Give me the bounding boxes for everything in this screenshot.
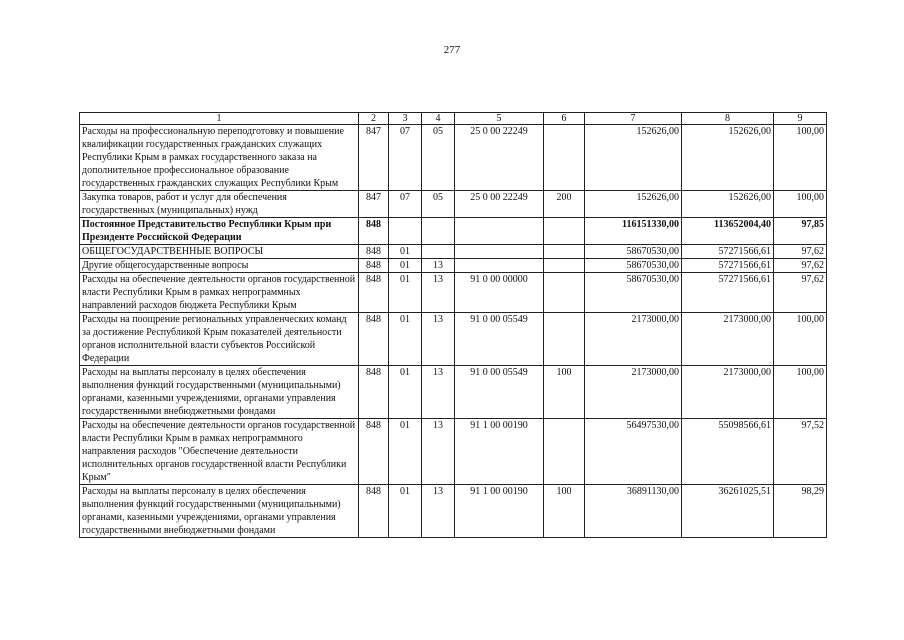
table-row: [80, 191, 827, 218]
department-code-cell: 848: [359, 419, 389, 485]
actual-amount-cell: 55098566,61: [682, 419, 774, 485]
table-row: [80, 273, 827, 313]
percent-executed-cell: 97,62: [774, 259, 827, 273]
item-name-cell: Закупка товаров, работ и услуг для обеспечения государственных (муниципальных) нужд: [80, 191, 359, 218]
planned-amount-cell: 58670530,00: [585, 259, 682, 273]
planned-amount-cell: 2173000,00: [585, 366, 682, 419]
table-header-row: [80, 113, 827, 125]
planned-amount-cell: 56497530,00: [585, 419, 682, 485]
section-code-cell: 01: [389, 419, 422, 485]
expense-type-cell: [544, 273, 585, 313]
percent-executed-cell: 97,52: [774, 419, 827, 485]
section-code-cell: 01: [389, 259, 422, 273]
target-article-cell: 25 0 00 22249: [455, 125, 544, 191]
target-article-cell: 91 0 00 00000: [455, 273, 544, 313]
actual-amount-cell: 152626,00: [682, 125, 774, 191]
target-article-cell: 25 0 00 22249: [455, 191, 544, 218]
subsection-code-cell: 13: [422, 313, 455, 366]
department-code-cell: 848: [359, 366, 389, 419]
department-code-cell: 847: [359, 125, 389, 191]
item-name-cell: ОБЩЕГОСУДАРСТВЕННЫЕ ВОПРОСЫ: [80, 245, 359, 259]
percent-executed-cell: 100,00: [774, 313, 827, 366]
planned-amount-cell: 152626,00: [585, 125, 682, 191]
planned-amount-cell: 116151330,00: [585, 218, 682, 245]
expense-type-cell: [544, 218, 585, 245]
subsection-code-cell: 13: [422, 259, 455, 273]
expense-type-cell: [544, 419, 585, 485]
item-name-cell: Другие общегосударственные вопросы: [80, 259, 359, 273]
section-code-cell: 01: [389, 245, 422, 259]
department-code-cell: 848: [359, 273, 389, 313]
actual-amount-cell: 36261025,51: [682, 485, 774, 538]
section-code-cell: 01: [389, 485, 422, 538]
percent-executed-cell: 97,62: [774, 245, 827, 259]
percent-executed-cell: 98,29: [774, 485, 827, 538]
planned-amount-cell: 58670530,00: [585, 245, 682, 259]
department-code-cell: 847: [359, 191, 389, 218]
expense-type-cell: [544, 245, 585, 259]
subsection-code-cell: [422, 245, 455, 259]
item-name-cell: Расходы на обеспечение деятельности органов государственной власти Республики Крым в рамках непрограммного направления расходов "Обеспечение деятельности исполнительных органов государственной власти Республики Крым": [80, 419, 359, 485]
target-article-cell: 91 1 00 00190: [455, 485, 544, 538]
percent-executed-cell: 97,85: [774, 218, 827, 245]
department-code-cell: 848: [359, 259, 389, 273]
table-row: [80, 259, 827, 273]
item-name-cell: Постоянное Представительство Республики Крым при Президенте Российской Федерации: [80, 218, 359, 245]
actual-amount-cell: 57271566,61: [682, 273, 774, 313]
planned-amount-cell: 36891130,00: [585, 485, 682, 538]
table-row: [80, 485, 827, 538]
target-article-cell: [455, 259, 544, 273]
section-code-cell: 07: [389, 125, 422, 191]
subsection-code-cell: 13: [422, 273, 455, 313]
percent-executed-cell: 100,00: [774, 125, 827, 191]
item-name-cell: Расходы на выплаты персоналу в целях обеспечения выполнения функций государственными (муниципальными) органами, казенными учреждениями, органами управления государственными внебюджетными фондами: [80, 485, 359, 538]
target-article-cell: 91 1 00 00190: [455, 419, 544, 485]
table-row: [80, 218, 827, 245]
subsection-code-cell: [422, 218, 455, 245]
percent-executed-cell: 97,62: [774, 273, 827, 313]
column-header: 4: [422, 113, 455, 125]
department-code-cell: 848: [359, 485, 389, 538]
expense-type-cell: 200: [544, 191, 585, 218]
section-code-cell: [389, 218, 422, 245]
target-article-cell: 91 0 00 05549: [455, 313, 544, 366]
section-code-cell: 01: [389, 313, 422, 366]
item-name-cell: Расходы на выплаты персоналу в целях обеспечения выполнения функций государственными (муниципальными) органами, казенными учреждениями, органами управления государственными внебюджетными фондами: [80, 366, 359, 419]
column-header: 7: [585, 113, 682, 125]
subsection-code-cell: 13: [422, 366, 455, 419]
column-header: 9: [774, 113, 827, 125]
table-row: [80, 313, 827, 366]
subsection-code-cell: 13: [422, 419, 455, 485]
planned-amount-cell: 58670530,00: [585, 273, 682, 313]
table-row: [80, 245, 827, 259]
section-code-cell: 01: [389, 273, 422, 313]
actual-amount-cell: 152626,00: [682, 191, 774, 218]
subsection-code-cell: 05: [422, 125, 455, 191]
section-code-cell: 01: [389, 366, 422, 419]
column-header: 6: [544, 113, 585, 125]
expense-type-cell: 100: [544, 485, 585, 538]
planned-amount-cell: 2173000,00: [585, 313, 682, 366]
subsection-code-cell: 05: [422, 191, 455, 218]
actual-amount-cell: 57271566,61: [682, 259, 774, 273]
target-article-cell: 91 0 00 05549: [455, 366, 544, 419]
expense-type-cell: 100: [544, 366, 585, 419]
table-row: [80, 125, 827, 191]
subsection-code-cell: 13: [422, 485, 455, 538]
expense-type-cell: [544, 125, 585, 191]
actual-amount-cell: 57271566,61: [682, 245, 774, 259]
department-code-cell: 848: [359, 245, 389, 259]
column-header: 1: [80, 113, 359, 125]
budget-table: [79, 112, 827, 538]
actual-amount-cell: 2173000,00: [682, 313, 774, 366]
column-header: 8: [682, 113, 774, 125]
expense-type-cell: [544, 259, 585, 273]
expense-type-cell: [544, 313, 585, 366]
column-header: 3: [389, 113, 422, 125]
page-number: 277: [443, 44, 461, 56]
table-row: [80, 419, 827, 485]
target-article-cell: [455, 245, 544, 259]
department-code-cell: 848: [359, 313, 389, 366]
planned-amount-cell: 152626,00: [585, 191, 682, 218]
department-code-cell: 848: [359, 218, 389, 245]
item-name-cell: Расходы на поощрение региональных управленческих команд за достижение Республикой Крым показателей деятельности органов исполнительной власти субъектов Российской Федерации: [80, 313, 359, 366]
percent-executed-cell: 100,00: [774, 191, 827, 218]
table-row: [80, 366, 827, 419]
item-name-cell: Расходы на профессиональную переподготовку и повышение квалификации государственных гражданских служащих Республики Крым в рамках государственного заказа на дополнительное профессиональное образование государственных гражданских служащих Республики Крым: [80, 125, 359, 191]
percent-executed-cell: 100,00: [774, 366, 827, 419]
item-name-cell: Расходы на обеспечение деятельности органов государственной власти Республики Крым в рамках непрограммных направлений расходов бюджета Республики Крым: [80, 273, 359, 313]
actual-amount-cell: 2173000,00: [682, 366, 774, 419]
column-header: 2: [359, 113, 389, 125]
section-code-cell: 07: [389, 191, 422, 218]
column-header: 5: [455, 113, 544, 125]
actual-amount-cell: 113652004,40: [682, 218, 774, 245]
target-article-cell: [455, 218, 544, 245]
